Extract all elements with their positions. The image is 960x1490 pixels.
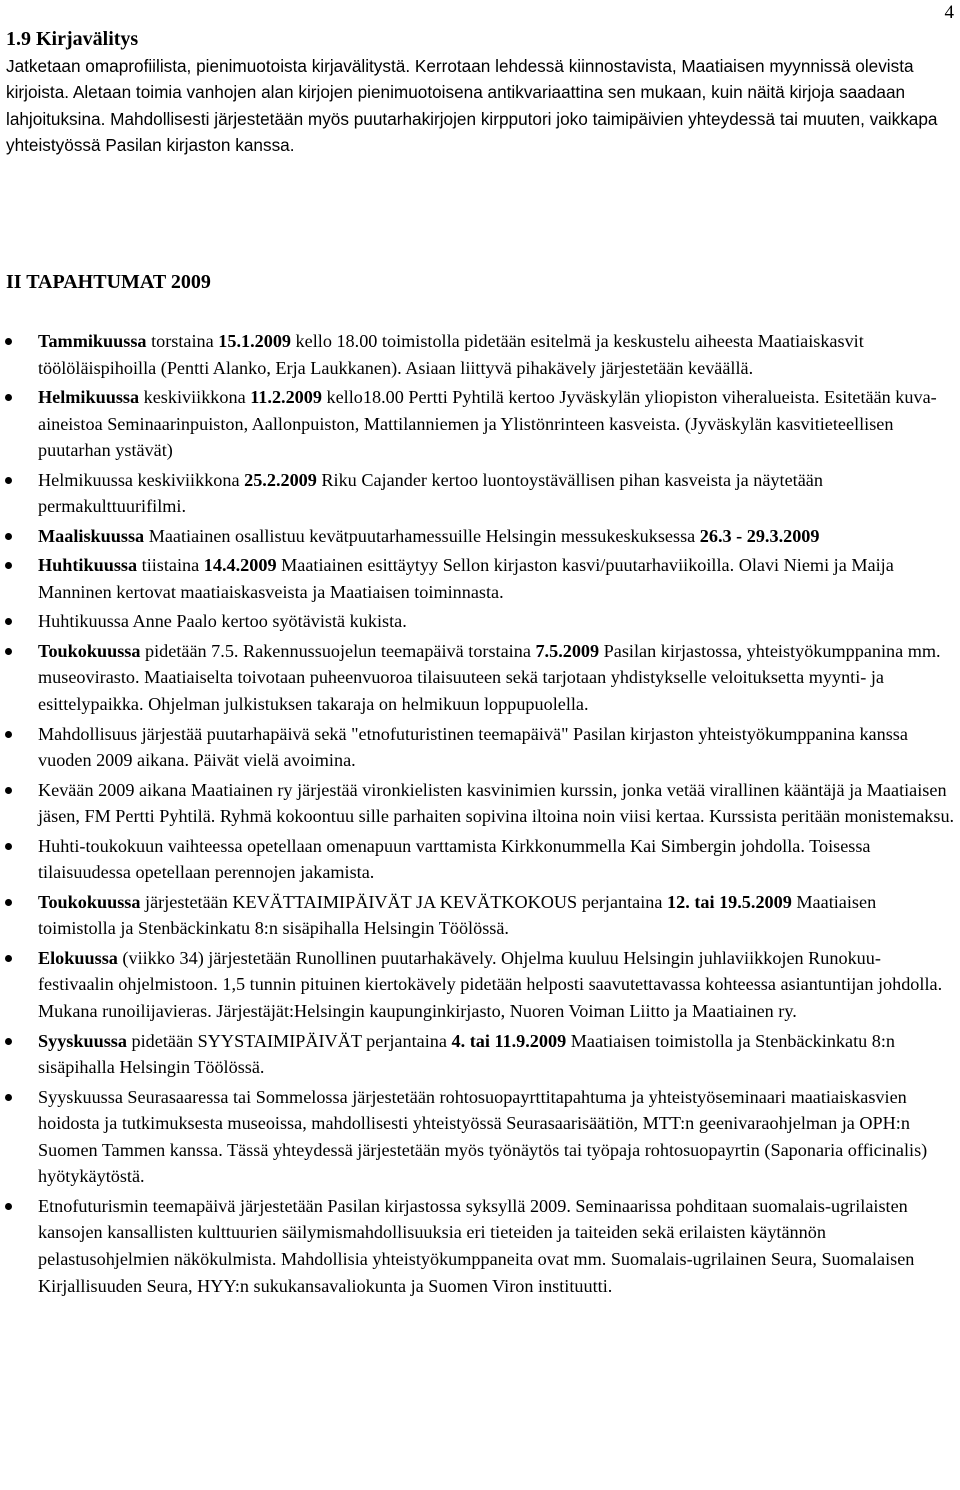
- event-text: tiistaina: [137, 555, 204, 576]
- event-text: Pasilan kirjastossa, yhteistyökumppanina mm. museovirasto. Maatiaiselta toivotaan puheenvuoroa tilaisuuteen sekä tarjotaan yhdistykselle veloituksetta myynti- ja esittelypaikka. Ohjelman julkistuksen takaraja on helmikuun loppupuolella.: [38, 640, 941, 715]
- event-text: pidetään 7.5. Rakennussuojelun teemapäivä torstaina: [140, 640, 536, 661]
- event-item-garden-day: [0, 721, 955, 774]
- event-month: Tammikuussa: [38, 331, 147, 351]
- event-item-grafting: [0, 833, 955, 886]
- section-paragraph: Jatketaan omaprofiilista, pienimuotoista kirjavälitystä. Kerrotaan lehdessä kiinnostavista, Maatiaisen myynnissä olevista kirjoista. Aletaan toimia vanhojen alan kirjojen pienimuotoisena antikvariaattina sen mukaan, kuin näitä kirjoja saadaan lahjoituksina. Mahdollisesti järjestetään myös puutarhakirjojen kirpputori joko taimipäivien yhteydessä tai muuten, vaikkapa yhteistyössä Pasilan kirjaston kanssa.: [6, 56, 938, 156]
- event-text: torstaina: [146, 331, 219, 351]
- event-item-february: [0, 384, 955, 464]
- event-date: 7.5.2009: [535, 640, 600, 661]
- event-text: kello18.00 Pertti Pyhtilä kertoo Jyväskylän yliopiston viheralueista. Esitetään kuva-aineistoa Seminaarinpuiston, Aallonpuiston, Mattilanniemen ja Ylistönrinteen kasveista. (Jyväskylän kasvitieteellisen puutarhan ystävät): [38, 387, 937, 461]
- event-text: Syyskuussa Seurasaaressa tai Sommelossa järjestetään rohtosuopayrttitapahtuma ja yhteistyöseminaari maatiaiskasvien hoidosta ja tutkimuksesta museoissa, mahdollisesti yhteistyössä Seurasaarisäätiön, MTT:n geenivaraohjelman ja OPH:n Suomen Tammen kanssa. Tässä yhteydessä järjestetään myös työnäytös tai työpaja rohtosuopayrtin (Saponaria officinalis) hyötykäytöstä.: [38, 1086, 928, 1187]
- event-item-ethnofuturism: [0, 1193, 955, 1299]
- event-date: 12. tai 19.5.2009: [667, 891, 792, 912]
- event-month: Toukokuussa: [38, 891, 141, 912]
- event-item-april: [0, 552, 955, 605]
- event-text: Maatiainen esittäytyy Sellon kirjaston kasvi/puutarhaviikoilla. Olavi Niemi ja Maija Manninen kertovat maatiaiskasveista ja Maatiaisen toiminnasta.: [38, 555, 894, 602]
- section-heading: 1.9 Kirjavälitys: [6, 28, 139, 50]
- page-number: 4: [944, 2, 954, 23]
- event-month: Toukokuussa: [38, 640, 141, 661]
- event-month: Syyskuussa: [38, 1030, 127, 1051]
- event-item-may: [0, 638, 955, 718]
- event-text: Huhtikuussa Anne Paalo kertoo syötävistä kukista.: [38, 611, 407, 632]
- event-item-september: [0, 1028, 955, 1081]
- event-item-spring-days: [0, 889, 955, 942]
- event-item-january: [0, 328, 955, 381]
- event-item-february-2: [0, 467, 955, 520]
- event-text: Kevään 2009 aikana Maatiainen ry järjestää vironkielisten kasvinimien kurssin, jonka vetää virallinen kääntäjä ja Maatiaisen jäsen, FM Pertti Pyhtilä. Ryhmä kokoontuu sille parhaiten sopivina iltoina noin viisi kertaa. Kurssista peritään monistemaksu.: [38, 779, 955, 827]
- event-text: kello 18.00 toimistolla pidetään esitelmä ja keskustelu aiheesta Maatiaiskasvit töölöläispihoilla (Pentti Alanko, Erja Laukkanen). Asiaan liittyvä pihakävely järjestetään keväällä.: [38, 331, 864, 378]
- event-text: Maatiaisen toimistolla ja Stenbäckinkatu 8:n sisäpihalla Helsingin Töölössä.: [38, 891, 877, 939]
- events-heading: II TAPAHTUMAT 2009: [6, 271, 211, 293]
- event-text: Huhti-toukokuun vaihteessa opetellaan omenapuun varttamista Kirkkonummella Kai Simbergin johdolla. Toisessa tilaisuudessa opetellaan perennojen jakamista.: [38, 835, 871, 883]
- event-item-seurasaari: [0, 1084, 955, 1190]
- event-month: Maaliskuussa: [38, 525, 145, 546]
- event-text: järjestetään KEVÄTTAIMIPÄIVÄT JA KEVÄTKOKOUS perjantaina: [140, 891, 668, 912]
- event-date: 15.1.2009: [218, 331, 291, 351]
- event-text: Mahdollisuus järjestää puutarhapäivä sekä "etnofuturistinen teemapäivä" Pasilan kirjaston yhteistyökumppanina kanssa vuoden 2009 aikana. Päivät vielä avoimina.: [38, 723, 908, 771]
- event-item-estonian-course: [0, 777, 955, 830]
- event-date: 11.2.2009: [250, 387, 322, 408]
- event-text: pidetään SYYSTAIMIPÄIVÄT perjantaina: [126, 1030, 452, 1051]
- event-text: (viikko 34) järjestetään Runollinen puutarhakävely. Ohjelma kuuluu Helsingin juhlaviikkojen Runokuu-festivaalin ohjelmistoon. 1,5 tunnin pituinen kiertokävely pidetään helposti saavutettavassa kohteessa asiantuntijan johdolla. Mukana runoilijavieras. Järjestäjät:Helsingin kaupunginkirjasto, Nuoren Voiman Liitto ja Maatiainen ry.: [38, 947, 943, 1022]
- event-text: Maatiaisen toimistolla ja Stenbäckinkatu 8:n sisäpihalla Helsingin Töölössä.: [38, 1030, 896, 1078]
- event-month: Huhtikuussa: [38, 555, 138, 576]
- event-date: 25.2.2009: [244, 469, 317, 490]
- event-item-april-2: [0, 608, 955, 635]
- event-text: Riku Cajander kertoo luontoystävällisen pihan kasveista ja näytetään permakulttuurifilmi.: [38, 469, 823, 517]
- event-item-march: [0, 523, 955, 550]
- events-list: [0, 328, 955, 1302]
- event-text: Helmikuussa keskiviikkona: [38, 469, 245, 490]
- event-date: 14.4.2009: [203, 555, 277, 576]
- event-item-august: [0, 945, 955, 1025]
- event-text: Maatiainen osallistuu kevätpuutarhamessuille Helsingin messukeskuksessa: [144, 525, 700, 546]
- event-month: Elokuussa: [38, 947, 118, 968]
- event-date: 4. tai 11.9.2009: [451, 1030, 567, 1051]
- event-date: 26.3 - 29.3.2009: [699, 525, 820, 546]
- event-text: keskiviikkona: [139, 387, 251, 408]
- event-month: Helmikuussa: [38, 387, 140, 408]
- event-text: Etnofuturismin teemapäivä järjestetään Pasilan kirjastossa syksyllä 2009. Seminaarissa pohditaan suomalais-ugrilaisten kansojen kansallisten kulttuurien säilymismahdollisuuksia eri tieteiden ja taiteiden sekä erilaisten käytännön pelastusohjelmien näkökulmista. Mahdollisia yhteistyökumppaneita ovat mm. Suomalais-ugrilainen Seura, Suomalaisen Kirjallisuuden Seura, HYY:n sukukansavaliokunta ja Suomen Viron instituutti.: [38, 1195, 915, 1296]
